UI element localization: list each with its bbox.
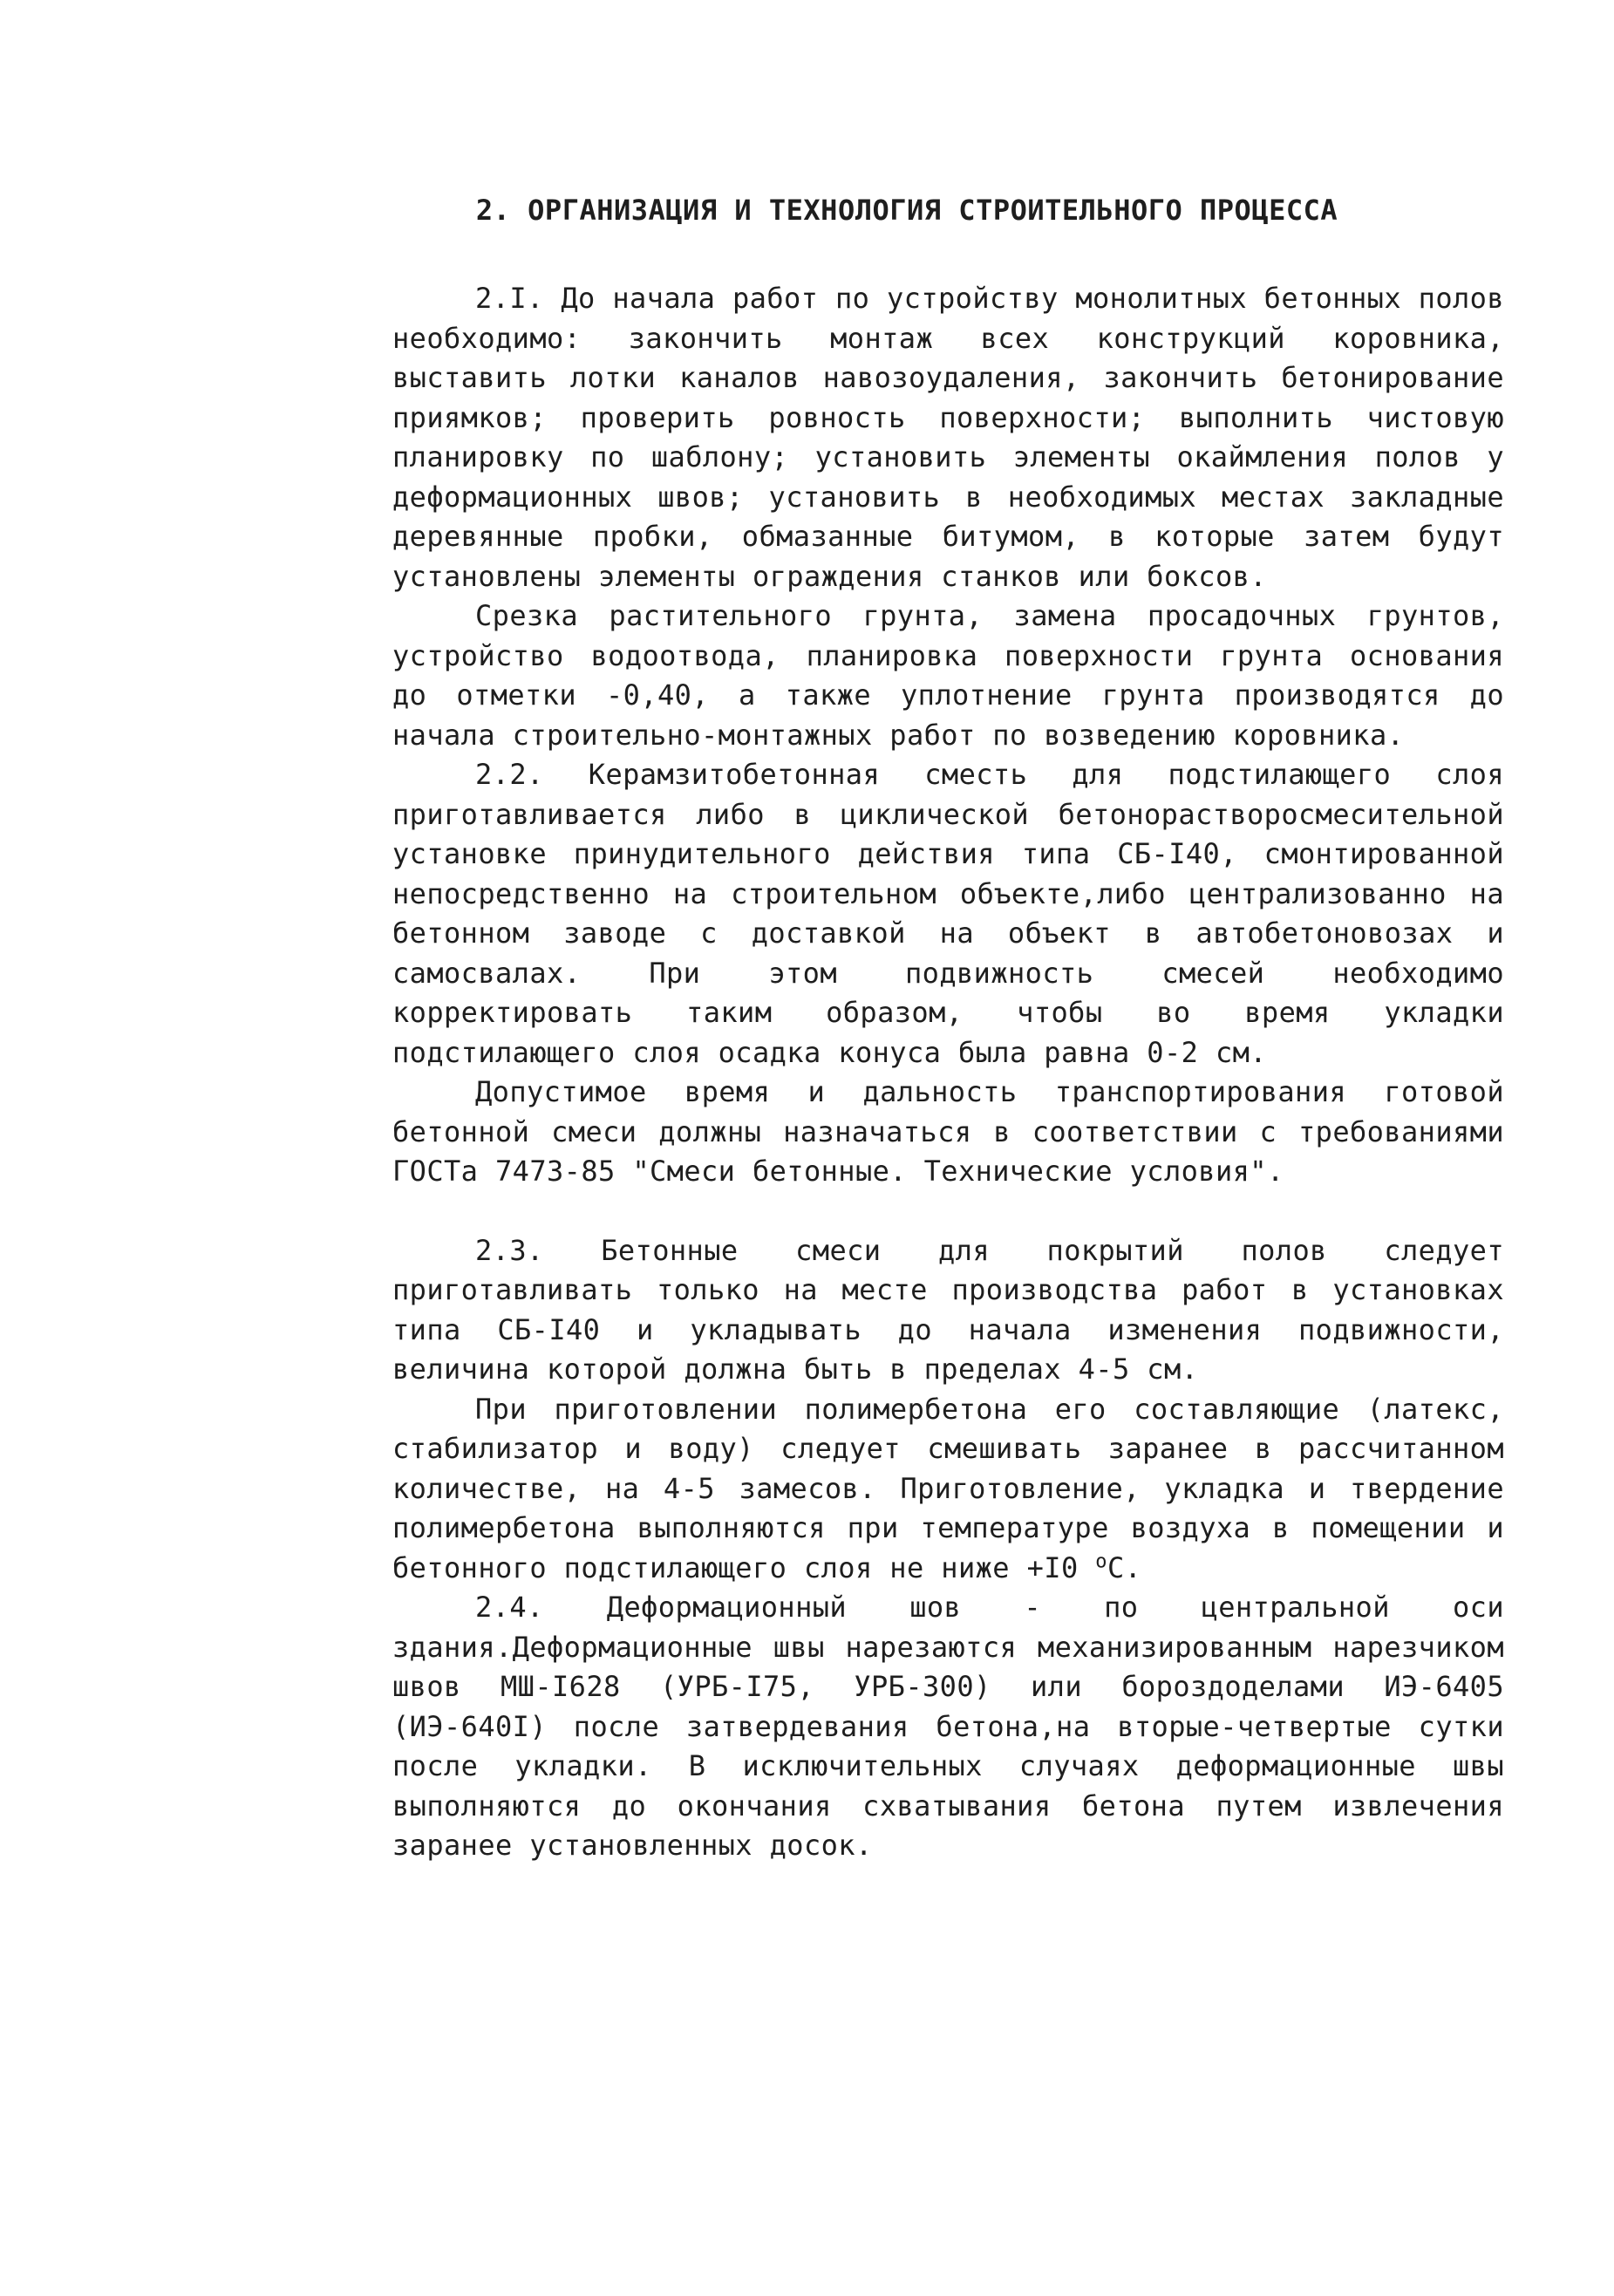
paragraph-2-2: 2.2. Керамзитобетонная сместь для подстилающего слоя приготавливается либо в циклической бетонорастворосмесительной установке принудительного действия типа СБ-I40, смонтированной непосредственно на строительном объекте,либо централизованно на бетонном заводе с доставкой на объект в автобетоновозах и самосвалах. При этом подвижность смесей необходимо корректировать таким образом, чтобы во время укладки подстилающего слоя осадка конуса была равна 0-2 см.: [392, 758, 1504, 1069]
section-title: 2. ОРГАНИЗАЦИЯ И ТЕХНОЛОГИЯ СТРОИТЕЛЬНОГО ПРОЦЕССА: [475, 194, 1338, 227]
temperature-unit: С.: [1107, 1550, 1142, 1584]
paragraph-gap: [392, 1192, 1504, 1231]
paragraph-polymer-text: При приготовлении полимербетона его составляющие (латекс, стабилизатор и воду) следует смешивать заранее в рассчитанном количестве, на 4-5 замесов. Приготовление, укладка и твердение полимербетона выполняются при температуре воздуха в помещении и бетонного подстилающего слоя не ниже +I0: [392, 1392, 1504, 1584]
paragraph-2-3: 2.3. Бетонные смеси для покрытий полов следует приготавливать только на месте производства работ в установках типа СБ-I40 и укладывать до начала изменения подвижности, величина которой должна быть в пределах 4-5 см.: [392, 1233, 1504, 1386]
paragraph-2-1: 2.I. До начала работ по устройству монолитных бетонных полов необходимо: закончить монтаж всех конструкций коровника, выставить лотки каналов навозоудаления, закончить бетонирование приямков; проверить ровность поверхности; выполнить чистовую планировку по шаблону; установить элементы окаймления полов у деформационных швов; установить в необходимых местах закладные деревянные пробки, обмазанные битумом, в которые затем будут установлены элементы ограждения станков или боксов.: [392, 282, 1504, 593]
degree-mark: о: [1095, 1550, 1107, 1572]
document-body: [392, 279, 1504, 1866]
paragraph-soil: Срезка растительного грунта, замена просадочных грунтов, устройство водоотвода, планировка поверхности грунта основания до отметки -0,40, а также уплотнение грунта производятся до начала строительно-монтажных работ по возведению коровника.: [392, 599, 1504, 752]
paragraph-transport: Допустимое время и дальность транспортирования готовой бетонной смеси должны назначаться в соответствии с требованиями ГОСТа 7473-85 "Смеси бетонные. Технические условия".: [392, 1075, 1504, 1188]
paragraph-polymer: [392, 1390, 1504, 1589]
paragraph-2-4: 2.4. Деформационный шов - по центральной оси здания.Деформационные швы нарезаются механизированным нарезчиком швов МШ-I628 (УРБ-I75, УРБ-300) или бороздоделами ИЭ-6405 (ИЭ-640I) после затвердевания бетона,на вторые-четвертые сутки после укладки. В исключительных случаях деформационные швы выполняются до окончания схватывания бетона путем извлечения заранее установленных досок.: [392, 1591, 1504, 1862]
